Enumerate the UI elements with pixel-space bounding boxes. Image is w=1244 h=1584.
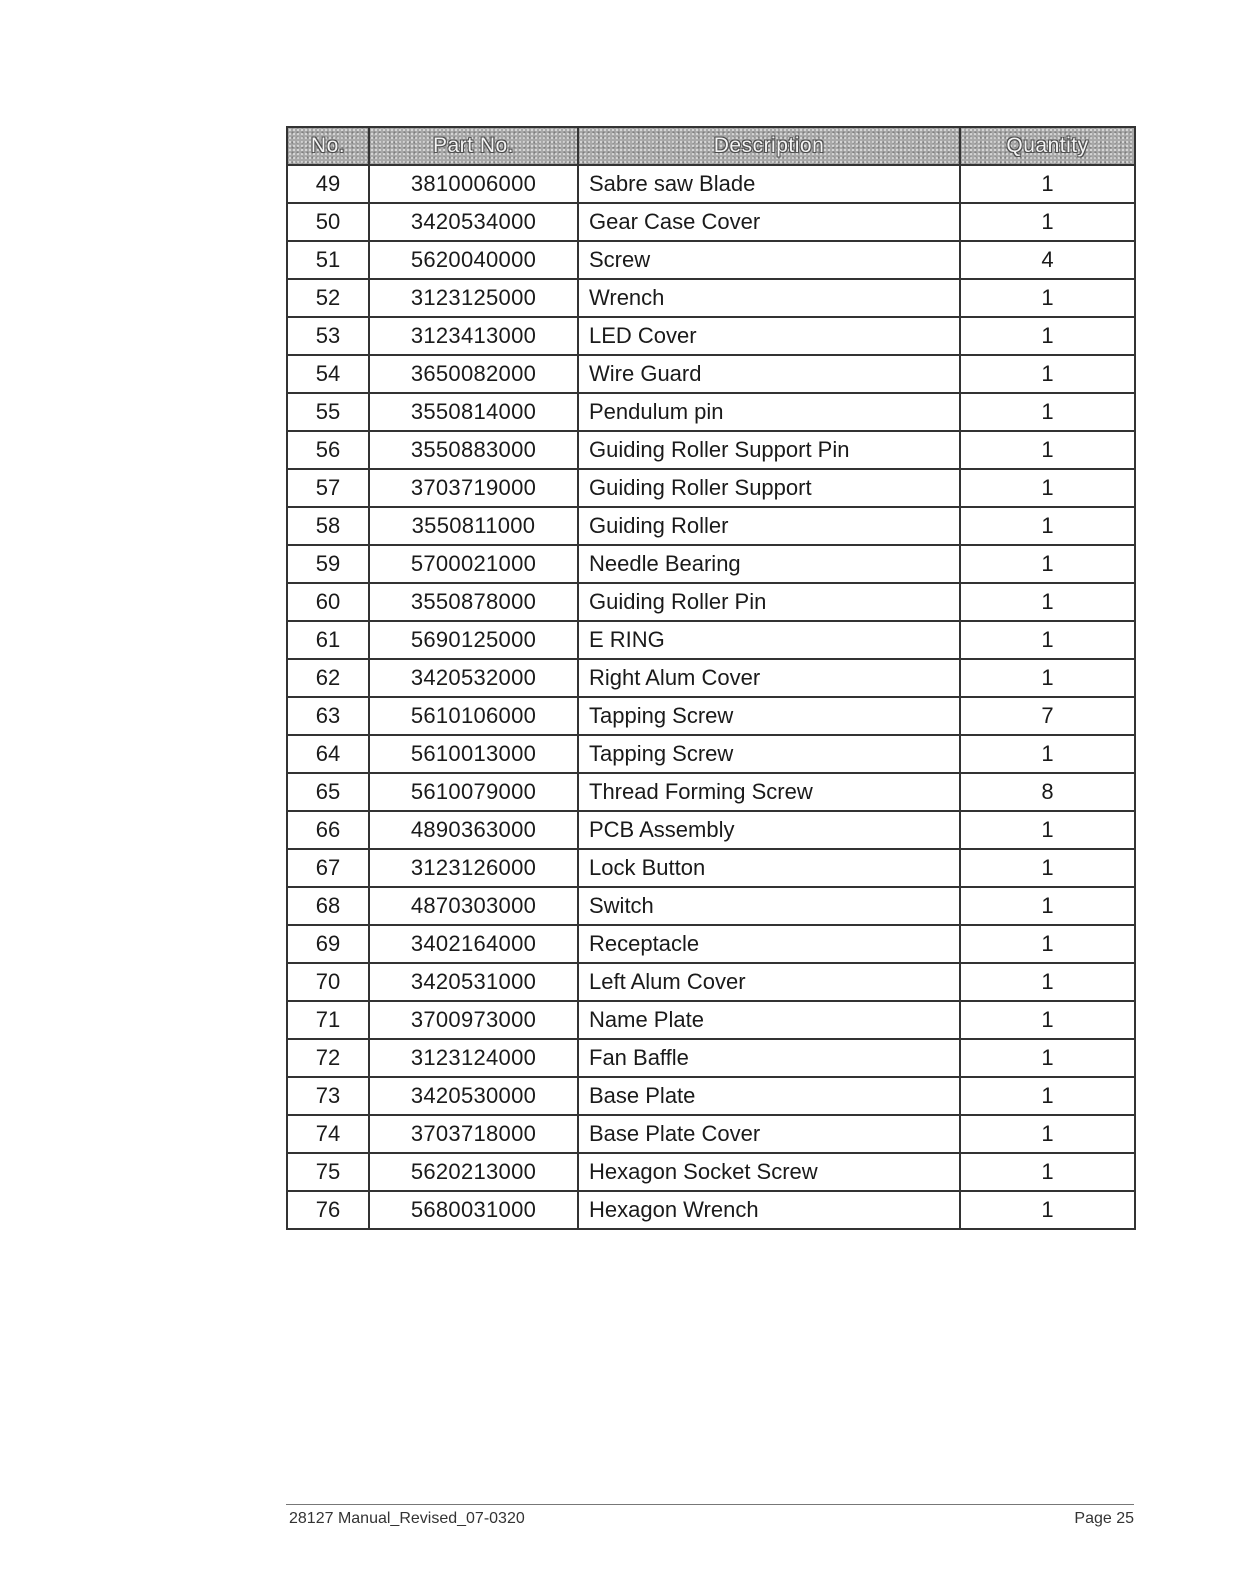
header-description: Description: [578, 127, 960, 165]
cell-description: E RING: [578, 621, 960, 659]
cell-part-no: 3650082000: [369, 355, 578, 393]
cell-part-no: 3420532000: [369, 659, 578, 697]
cell-quantity: 1: [960, 735, 1135, 773]
cell-quantity: 7: [960, 697, 1135, 735]
cell-description: Receptacle: [578, 925, 960, 963]
cell-no: 64: [287, 735, 369, 773]
cell-quantity: 1: [960, 545, 1135, 583]
cell-part-no: 3123124000: [369, 1039, 578, 1077]
cell-description: Guiding Roller Support Pin: [578, 431, 960, 469]
footer-page-number: Page 25: [1074, 1510, 1134, 1527]
cell-quantity: 1: [960, 507, 1135, 545]
cell-no: 71: [287, 1001, 369, 1039]
table-row: [287, 469, 1135, 507]
cell-part-no: 5620040000: [369, 241, 578, 279]
cell-quantity: 1: [960, 165, 1135, 203]
header-no: No.: [287, 127, 369, 165]
cell-no: 55: [287, 393, 369, 431]
cell-part-no: 5680031000: [369, 1191, 578, 1229]
cell-no: 76: [287, 1191, 369, 1229]
cell-part-no: 3700973000: [369, 1001, 578, 1039]
parts-table: [286, 126, 1136, 1230]
cell-quantity: 1: [960, 1077, 1135, 1115]
cell-part-no: 3420534000: [369, 203, 578, 241]
table-row: [287, 203, 1135, 241]
cell-part-no: 5620213000: [369, 1153, 578, 1191]
cell-description: Sabre saw Blade: [578, 165, 960, 203]
cell-description: Tapping Screw: [578, 697, 960, 735]
table-row: [287, 659, 1135, 697]
cell-quantity: 1: [960, 469, 1135, 507]
cell-quantity: 8: [960, 773, 1135, 811]
cell-description: Lock Button: [578, 849, 960, 887]
cell-quantity: 1: [960, 811, 1135, 849]
table-row: [287, 545, 1135, 583]
cell-part-no: 3810006000: [369, 165, 578, 203]
table-row: [287, 925, 1135, 963]
table-row: [287, 811, 1135, 849]
cell-quantity: 1: [960, 1115, 1135, 1153]
cell-quantity: 1: [960, 849, 1135, 887]
cell-quantity: 4: [960, 241, 1135, 279]
table-row: [287, 279, 1135, 317]
cell-description: LED Cover: [578, 317, 960, 355]
cell-description: Thread Forming Screw: [578, 773, 960, 811]
table-row: [287, 431, 1135, 469]
cell-description: Guiding Roller Pin: [578, 583, 960, 621]
cell-no: 56: [287, 431, 369, 469]
table-row: [287, 887, 1135, 925]
cell-description: Hexagon Wrench: [578, 1191, 960, 1229]
cell-quantity: 1: [960, 925, 1135, 963]
cell-description: Switch: [578, 887, 960, 925]
cell-quantity: 1: [960, 317, 1135, 355]
cell-part-no: 5690125000: [369, 621, 578, 659]
cell-no: 63: [287, 697, 369, 735]
table-row: [287, 393, 1135, 431]
cell-part-no: 3550883000: [369, 431, 578, 469]
table-row: [287, 583, 1135, 621]
cell-description: Wire Guard: [578, 355, 960, 393]
table-row: [287, 1077, 1135, 1115]
cell-quantity: 1: [960, 279, 1135, 317]
cell-description: Needle Bearing: [578, 545, 960, 583]
cell-description: Gear Case Cover: [578, 203, 960, 241]
cell-description: Base Plate: [578, 1077, 960, 1115]
cell-description: Guiding Roller: [578, 507, 960, 545]
cell-no: 62: [287, 659, 369, 697]
cell-part-no: 3550811000: [369, 507, 578, 545]
cell-description: Tapping Screw: [578, 735, 960, 773]
table-row: [287, 621, 1135, 659]
cell-description: Base Plate Cover: [578, 1115, 960, 1153]
table-row: [287, 507, 1135, 545]
table-row: [287, 963, 1135, 1001]
cell-quantity: 1: [960, 355, 1135, 393]
table-row: [287, 1115, 1135, 1153]
cell-part-no: 4890363000: [369, 811, 578, 849]
cell-description: PCB Assembly: [578, 811, 960, 849]
cell-no: 58: [287, 507, 369, 545]
cell-no: 57: [287, 469, 369, 507]
cell-part-no: 5700021000: [369, 545, 578, 583]
cell-description: Screw: [578, 241, 960, 279]
cell-part-no: 3123125000: [369, 279, 578, 317]
footer-doc-id: 28127 Manual_Revised_07-0320: [289, 1510, 525, 1527]
cell-no: 75: [287, 1153, 369, 1191]
cell-no: 52: [287, 279, 369, 317]
cell-description: Hexagon Socket Screw: [578, 1153, 960, 1191]
cell-part-no: 5610079000: [369, 773, 578, 811]
cell-quantity: 1: [960, 659, 1135, 697]
cell-no: 67: [287, 849, 369, 887]
cell-quantity: 1: [960, 1153, 1135, 1191]
cell-no: 65: [287, 773, 369, 811]
table-row: [287, 1039, 1135, 1077]
cell-no: 50: [287, 203, 369, 241]
cell-description: Name Plate: [578, 1001, 960, 1039]
table-row: [287, 1191, 1135, 1229]
table-row: [287, 773, 1135, 811]
cell-no: 66: [287, 811, 369, 849]
table-row: [287, 165, 1135, 203]
cell-part-no: 3420530000: [369, 1077, 578, 1115]
cell-quantity: 1: [960, 1001, 1135, 1039]
table-row: [287, 849, 1135, 887]
cell-part-no: 3703719000: [369, 469, 578, 507]
cell-description: Fan Baffle: [578, 1039, 960, 1077]
footer-divider: [286, 1504, 1134, 1505]
table-row: [287, 697, 1135, 735]
cell-description: Left Alum Cover: [578, 963, 960, 1001]
cell-quantity: 1: [960, 203, 1135, 241]
cell-no: 73: [287, 1077, 369, 1115]
cell-part-no: 3123126000: [369, 849, 578, 887]
cell-no: 51: [287, 241, 369, 279]
cell-quantity: 1: [960, 1039, 1135, 1077]
cell-description: Pendulum pin: [578, 393, 960, 431]
table-row: [287, 1153, 1135, 1191]
cell-no: 49: [287, 165, 369, 203]
cell-no: 61: [287, 621, 369, 659]
cell-description: Right Alum Cover: [578, 659, 960, 697]
cell-no: 53: [287, 317, 369, 355]
table-row: [287, 1001, 1135, 1039]
cell-no: 59: [287, 545, 369, 583]
parts-table-header: [287, 127, 1135, 165]
table-row: [287, 241, 1135, 279]
cell-part-no: 5610013000: [369, 735, 578, 773]
cell-part-no: 3703718000: [369, 1115, 578, 1153]
cell-no: 74: [287, 1115, 369, 1153]
cell-no: 60: [287, 583, 369, 621]
cell-part-no: 3420531000: [369, 963, 578, 1001]
cell-quantity: 1: [960, 887, 1135, 925]
cell-part-no: 3550814000: [369, 393, 578, 431]
header-row: [287, 127, 1135, 165]
cell-part-no: 3550878000: [369, 583, 578, 621]
table-row: [287, 735, 1135, 773]
table-row: [287, 317, 1135, 355]
cell-no: 72: [287, 1039, 369, 1077]
cell-quantity: 1: [960, 393, 1135, 431]
cell-description: Guiding Roller Support: [578, 469, 960, 507]
cell-quantity: 1: [960, 1191, 1135, 1229]
cell-part-no: 4870303000: [369, 887, 578, 925]
cell-quantity: 1: [960, 963, 1135, 1001]
cell-quantity: 1: [960, 583, 1135, 621]
header-quantity: Quantity: [960, 127, 1135, 165]
cell-description: Wrench: [578, 279, 960, 317]
cell-no: 68: [287, 887, 369, 925]
table-row: [287, 355, 1135, 393]
cell-no: 69: [287, 925, 369, 963]
cell-part-no: 3123413000: [369, 317, 578, 355]
header-part-no: Part No.: [369, 127, 578, 165]
cell-no: 54: [287, 355, 369, 393]
cell-quantity: 1: [960, 431, 1135, 469]
parts-table-body: [287, 165, 1135, 1229]
cell-quantity: 1: [960, 621, 1135, 659]
cell-no: 70: [287, 963, 369, 1001]
cell-part-no: 5610106000: [369, 697, 578, 735]
cell-part-no: 3402164000: [369, 925, 578, 963]
